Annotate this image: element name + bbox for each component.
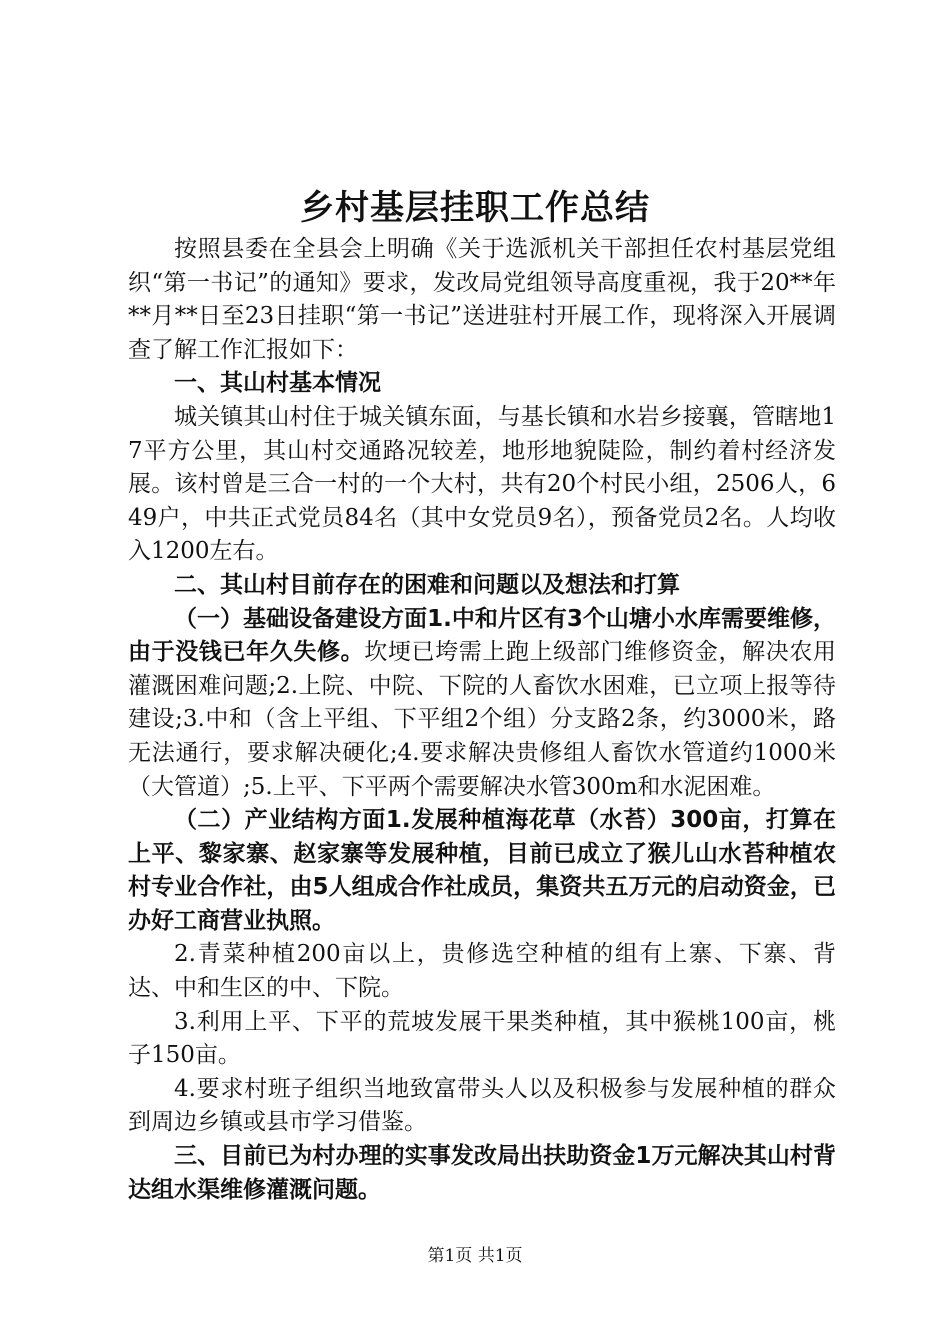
- study-tour-paragraph: 4.要求村班子组织当地致富带头人以及积极参与发展种植的群众到周边乡镇或县市学习借鉴。: [128, 1075, 836, 1136]
- industry-structure-paragraph: （二）产业结构方面1.发展种植海花草（水苔）300亩，打算在上平、黎家寨、赵家寨等发展种植，目前已成立了猴儿山水苔种植农村专业合作社，由5人组成合作社成员，集资共五万元的启动资金，已办好工商营业执照。: [128, 807, 836, 934]
- document-title: 乡村基层挂职工作总结: [300, 188, 650, 228]
- infrastructure-lead-text: （一）基础设备建设方面1.中和片区有3个山塘小水库需要维修，由于没钱已年久失修。: [128, 605, 836, 666]
- vegetable-planting-paragraph: 2.青菜种植200亩以上，贵修选空种植的组有上寨、下寨、背达、中和生区的中、下院。: [128, 941, 836, 1002]
- dried-fruit-planting-paragraph: 3.利用上平、下平的荒坡发展干果类种植，其中猴桃100亩，桃子150亩。: [128, 1008, 836, 1069]
- document-body: [128, 233, 836, 1207]
- section-heading-1: 一、其山村基本情况: [174, 370, 381, 397]
- intro-paragraph: 按照县委在全县会上明确《关于选派机关干部担任农村基层党组织“第一书记”的通知》要求，发改局党组领导高度重视，我于20**年**月**日至23日挂职“第一书记”送进驻村开展工作，现将深入开展调查了解工作汇报如下：: [128, 236, 836, 363]
- section-heading-3: 三、目前已为村办理的实事发改局出扶助资金1万元解决其山村背达组水渠维修灌溉问题。: [128, 1143, 836, 1203]
- page-number-footer: 第1页 共1页: [427, 1246, 523, 1266]
- infrastructure-paragraph: [128, 603, 836, 805]
- village-basic-info-paragraph: 城关镇其山村住于城关镇东面，与基长镇和水岩乡接襄，管瞎地17平方公里，其山村交通路况较差，地形地貌陡险，制约着村经济发展。该村曾是三合一村的一个大村，共有20个村民小组，2506人，649户，中共正式党员84名（其中女党员9名），预备党员2名。人均收入1200左右。: [128, 403, 836, 565]
- section-heading-2: 二、其山村目前存在的困难和问题以及想法和打算: [174, 571, 680, 598]
- infrastructure-detail-text: 坎埂已垮需上跑上级部门维修资金，解决农用灌溉困难问题;2.上院、中院、下院的人畜饮水困难，已立项上报等待建设;3.中和（含上平组、下平组2个组）分支路2条，约3000米，路无法通行，要求解决硬化;4.要求解决贵修组人畜饮水管道约1000米（大管道）;5.上平、下平两个需要解决水管300m和水泥困难。: [128, 639, 837, 800]
